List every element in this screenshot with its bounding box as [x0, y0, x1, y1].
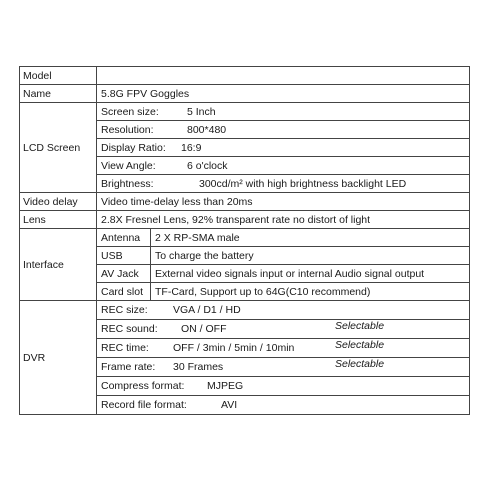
dvr-item	[97, 377, 470, 396]
lcd-value: 6 o'clock	[187, 159, 228, 172]
interface-key: AV Jack	[97, 265, 151, 283]
lcd-item	[97, 157, 470, 175]
interface-value: 2 X RP-SMA male	[151, 229, 470, 247]
row-video-delay	[20, 193, 470, 211]
selectable-note: Selectable	[335, 339, 385, 351]
video-delay-value: Video time-delay less than 20ms	[97, 193, 470, 211]
lcd-item	[97, 121, 470, 139]
interface-value: External video signals input or internal Audio signal output	[151, 265, 470, 283]
lcd-key: Resolution:	[101, 123, 154, 136]
interface-key: Card slot	[97, 283, 151, 301]
lcd-item	[97, 103, 470, 121]
dvr-value: OFF / 3min / 5min / 10min	[173, 342, 295, 354]
lcd-item	[97, 139, 470, 157]
dvr-key: Frame rate:	[101, 361, 156, 373]
row-lcd-1	[20, 103, 470, 121]
interface-key: USB	[97, 247, 151, 265]
dvr-label: DVR	[20, 301, 97, 415]
lcd-key: View Angle:	[101, 159, 156, 172]
interface-label: Interface	[20, 229, 97, 301]
dvr-value: MJPEG	[207, 380, 244, 392]
interface-value: To charge the battery	[151, 247, 470, 265]
row-interface-1	[20, 229, 470, 247]
lcd-value: 5 Inch	[187, 105, 216, 118]
dvr-key: Record file format:	[101, 399, 187, 411]
row-dvr-1	[20, 301, 470, 320]
dvr-item	[97, 396, 470, 415]
lcd-key: Screen size:	[101, 105, 159, 118]
dvr-value: ON / OFF	[181, 323, 227, 335]
dvr-key: REC sound:	[101, 323, 158, 335]
selectable-note: Selectable	[335, 320, 385, 332]
dvr-key: Compress format:	[101, 380, 185, 392]
dvr-key: REC time:	[101, 342, 149, 354]
lens-value: 2.8X Fresnel Lens, 92% transparent rate no distort of light	[97, 211, 470, 229]
model-label: Model	[20, 67, 97, 85]
lcd-value: 300cd/m² with high brightness backlight LED	[199, 177, 407, 190]
row-lens	[20, 211, 470, 229]
lcd-item	[97, 175, 470, 193]
interface-key: Antenna	[97, 229, 151, 247]
lcd-label: LCD Screen	[20, 103, 97, 193]
lcd-key: Brightness:	[101, 177, 154, 190]
spec-table	[19, 66, 470, 415]
video-delay-label: Video delay	[20, 193, 97, 211]
row-name	[20, 85, 470, 103]
dvr-value: VGA / D1 / HD	[173, 304, 241, 316]
selectable-note: Selectable	[335, 358, 385, 370]
lens-label: Lens	[20, 211, 97, 229]
name-value: 5.8G FPV Goggles	[97, 85, 470, 103]
interface-value: TF-Card, Support up to 64G(C10 recommend)	[151, 283, 470, 301]
name-label: Name	[20, 85, 97, 103]
dvr-item	[97, 358, 470, 377]
row-model	[20, 67, 470, 85]
dvr-key: REC size:	[101, 304, 148, 316]
lcd-key: Display Ratio:	[101, 141, 166, 154]
lcd-value: 800*480	[187, 123, 227, 136]
dvr-value: AVI	[221, 399, 238, 411]
lcd-value: 16:9	[181, 141, 202, 154]
model-value	[97, 67, 470, 85]
dvr-value: 30 Frames	[173, 361, 224, 373]
